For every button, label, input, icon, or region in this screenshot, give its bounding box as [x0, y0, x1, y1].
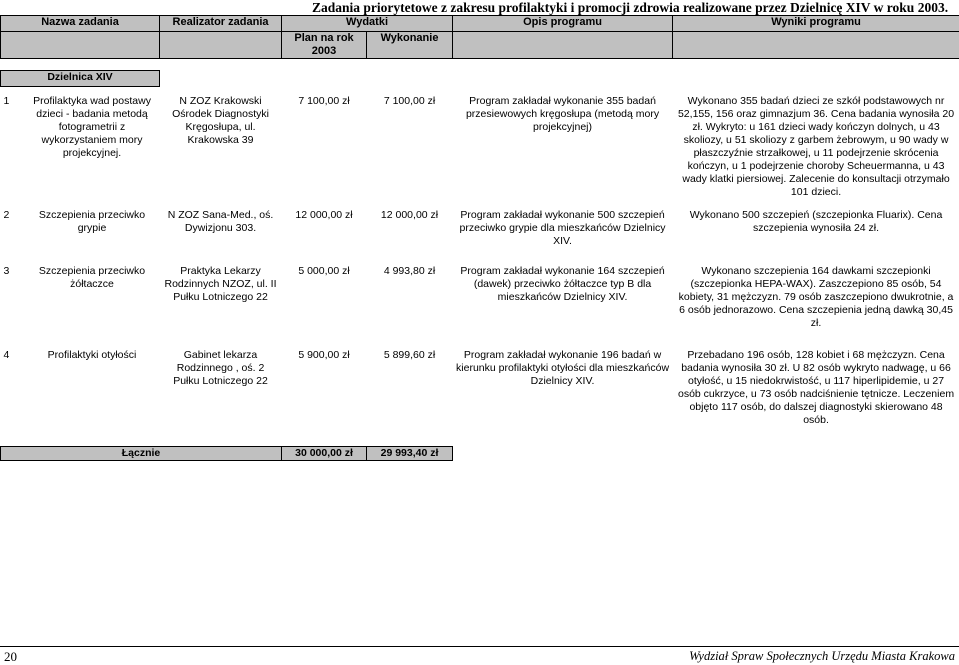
total-label: Łącznie: [1, 447, 282, 461]
page-number: 20: [4, 649, 17, 665]
implementer: N ZOZ Sana-Med., oś. Dywizjonu 303.: [160, 209, 282, 265]
task-name: Profilaktyka wad postawy dzieci - badania metodą fotogrametrii z wykorzystaniem mory projekcyjnej.: [25, 95, 160, 209]
header-executed: Wykonanie: [367, 32, 453, 59]
row-number: 3: [1, 265, 25, 349]
program-description: Program zakładał wykonanie 500 szczepień przeciwko grypie dla mieszkańców Dzielnicy XIV.: [453, 209, 673, 265]
plan-amount: 12 000,00 zł: [282, 209, 367, 265]
table-row: [1, 265, 959, 349]
header-implementer: Realizator zadania: [160, 16, 282, 32]
program-description: Program zakładał wykonanie 196 badań w kierunku profilaktyki otyłości dla mieszkańców Dzielnicy XIV.: [453, 349, 673, 447]
program-results: Wykonano szczepienia 164 dawkami szczepionki (szczepionka HEPA-WAX). Zaszczepiono 85 osób, 54 kobiety, 31 mężczyzn. 79 osób zaszczepiono dwukrotnie, a 6 osób jednorazowo. Cena szczepienia jedną dawką 30,45 zł.: [673, 265, 959, 349]
executed-amount: 5 899,60 zł: [367, 349, 453, 447]
executed-amount: 12 000,00 zł: [367, 209, 453, 265]
program-results: Wykonano 500 szczepień (szczepionka Fluarix). Cena szczepienia wynosiła 24 zł.: [673, 209, 959, 265]
programs-table: [0, 15, 959, 461]
document-title: Zadania priorytetowe z zakresu profilaktyki i promocji zdrowia realizowane przez Dzielnicę XIV w roku 2003.: [312, 0, 952, 16]
implementer: Praktyka Lekarzy Rodzinnych NZOZ, ul. II Pułku Lotniczego 22: [160, 265, 282, 349]
task-name: Szczepienia przeciwko żółtaczce: [25, 265, 160, 349]
header-task-name: Nazwa zadania: [1, 16, 160, 32]
row-number: 4: [1, 349, 25, 447]
program-results: Przebadano 196 osób, 128 kobiet i 68 mężczyzn. Cena badania wynosiła 30 zł. U 82 osób wykryto nadwagę, u 66 otyłość, u 15 niedokrwistość, u 117 hiperlipidemie, u 27 osób cukrzyce, u 73 osób nadciśnienie tętnicze. Leczeniem objęto 117 osób, do dalszej diagnostyki skierowano 48 osób.: [673, 349, 959, 447]
header-expenses: Wydatki: [282, 16, 453, 32]
district-label: Dzielnica XIV: [1, 71, 160, 87]
table-row: [1, 349, 959, 447]
executed-amount: 4 993,80 zł: [367, 265, 453, 349]
table-row: [1, 95, 959, 209]
implementer: Gabinet lekarza Rodzinnego , oś. 2 Pułku Lotniczego 22: [160, 349, 282, 447]
footer-divider: [0, 646, 959, 647]
program-description: Program zakładał wykonanie 164 szczepień (dawek) przeciwko żółtaczce typ B dla mieszkańców Dzielnicy XIV.: [453, 265, 673, 349]
row-number: 2: [1, 209, 25, 265]
total-row: [1, 447, 959, 461]
table-row: [1, 209, 959, 265]
task-name: Szczepienia przeciwko grypie: [25, 209, 160, 265]
footer-office-name: Wydział Spraw Społecznych Urzędu Miasta Krakowa: [689, 649, 955, 664]
header-results: Wyniki programu: [673, 16, 959, 32]
program-results: Wykonano 355 badań dzieci ze szkół podstawowych nr 52,155, 156 oraz gimnazjum 36. Cena badania wynosiła 20 zł. Wykryto: u 161 dzieci wady kończyn dolnych, u 43 skoliozy, u 51 skoliozy z garbem żebrowym, u 90 wady w płaszczyźnie strzałkowej, u 11 podejrzenie skrócenia kończyn, u 1 podejrzenie choroby Scheuermanna, u 43 wady klatki piersiowej. Zalecenie do konsultacji otrzymało 101 dzieci.: [673, 95, 959, 209]
task-name: Profilaktyki otyłości: [25, 349, 160, 447]
executed-amount: 7 100,00 zł: [367, 95, 453, 209]
total-plan: 30 000,00 zł: [282, 447, 367, 461]
header-plan: Plan na rok 2003: [282, 32, 367, 59]
plan-amount: 5 900,00 zł: [282, 349, 367, 447]
implementer: N ZOZ Krakowski Ośrodek Diagnostyki Kręgosłupa, ul. Krakowska 39: [160, 95, 282, 209]
row-number: 1: [1, 95, 25, 209]
total-executed: 29 993,40 zł: [367, 447, 453, 461]
plan-amount: 7 100,00 zł: [282, 95, 367, 209]
header-description: Opis programu: [453, 16, 673, 32]
plan-amount: 5 000,00 zł: [282, 265, 367, 349]
program-description: Program zakładał wykonanie 355 badań przesiewowych kręgosłupa (metodą mory projekcyjnej): [453, 95, 673, 209]
